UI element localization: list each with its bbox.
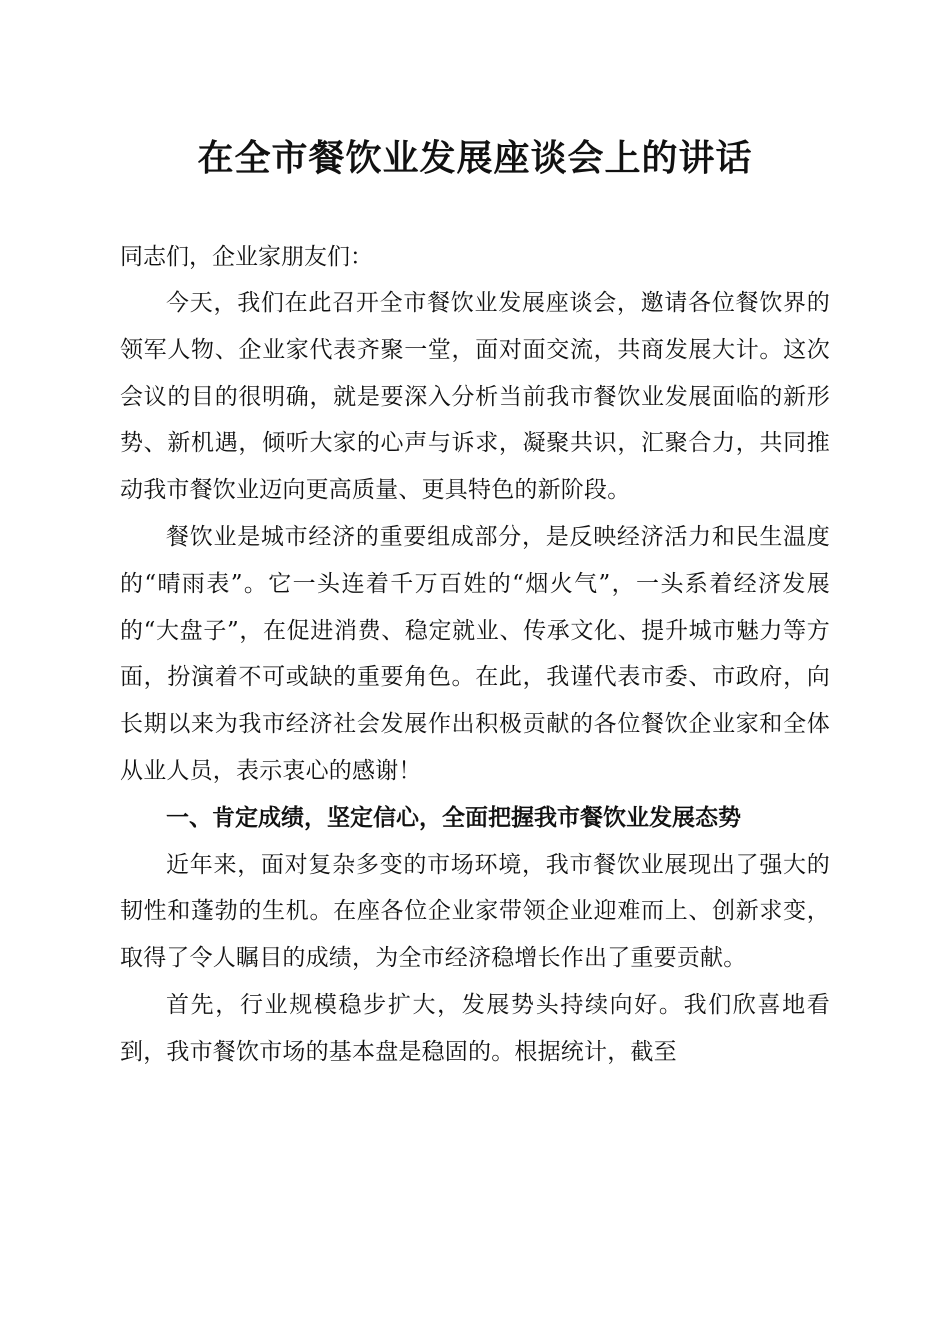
paragraph-achievements: 近年来，面对复杂多变的市场环境，我市餐饮业展现出了强大的韧性和蓬勃的生机。在座各位企业家带领企业迎难而上、创新求变，取得了令人瞩目的成绩，为全市经济稳增长作出了重要贡献。: [120, 851, 830, 972]
salutation: 同志们，企业家朋友们：: [120, 244, 373, 270]
section-heading-1: 一、肯定成绩，坚定信心，全面把握我市餐饮业发展态势: [166, 804, 741, 831]
paragraph-scale: 首先，行业规模稳步扩大，发展势头持续向好。我们欣喜地看到，我市餐饮市场的基本盘是稳固的。根据统计，截至: [120, 991, 830, 1065]
paragraph-opening: 今天，我们在此召开全市餐饮业发展座谈会，邀请各位餐饮界的领军人物、企业家代表齐聚一堂，面对面交流，共商发展大计。这次会议的目的很明确，就是要深入分析当前我市餐饮业发展面临的新形势、新机遇，倾听大家的心声与诉求，凝聚共识，汇聚合力，共同推动我市餐饮业迈向更高质量、更具特色的新阶段。: [120, 290, 830, 504]
paragraph-industry-role: 餐饮业是城市经济的重要组成部分，是反映经济活力和民生温度的“晴雨表”。它一头连着千万百姓的“烟火气”，一头系着经济发展的“大盘子”，在促进消费、稳定就业、传承文化、提升城市魅力等方面，扮演着不可或缺的重要角色。在此，我谨代表市委、市政府，向长期以来为我市经济社会发展作出积极贡献的各位餐饮企业家和全体从业人员，表示衷心的感谢！: [120, 523, 830, 784]
document-body: [120, 128, 830, 1076]
document-title: 在全市餐饮业发展座谈会上的讲话: [197, 137, 753, 179]
